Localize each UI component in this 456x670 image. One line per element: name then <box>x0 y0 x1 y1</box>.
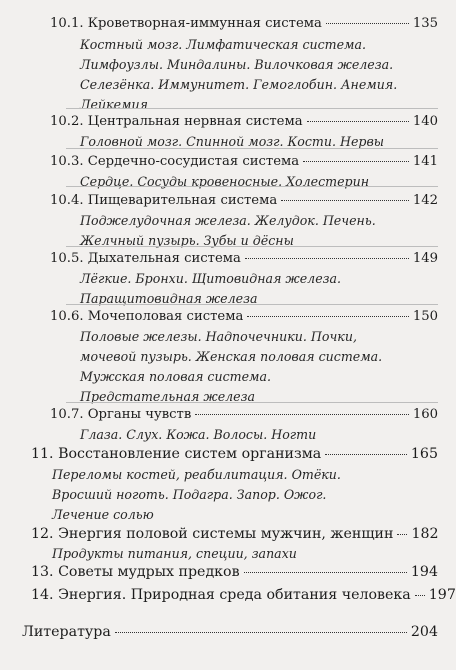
toc-subtopics: Переломы костей, реабилитация. Отёки. <box>52 467 341 482</box>
toc-entry-page: 194 <box>410 564 438 580</box>
leader-dots <box>415 595 425 596</box>
toc-subtopics: Паращитовидная железа <box>80 291 258 306</box>
toc-subtopics: Селезёнка. Иммунитет. Гемоглобин. Анемия. <box>80 77 398 92</box>
toc-entry <box>50 193 438 209</box>
toc-entry-page: 182 <box>411 526 439 542</box>
toc-entry-page: 135 <box>412 16 438 31</box>
toc-entry <box>50 16 438 32</box>
toc-entry-title: 14. Энергия. Природная среда обитания человека <box>31 587 411 603</box>
toc-subtopics: Лёгкие. Бронхи. Щитовидная железа. <box>80 271 342 286</box>
toc-entry-title: 10.6. Мочеполовая система <box>50 309 244 324</box>
leader-dots <box>281 200 409 201</box>
toc-entry <box>31 526 438 542</box>
toc-entry-page: 141 <box>412 154 438 169</box>
divider <box>66 186 438 187</box>
toc-entry <box>31 587 456 603</box>
toc-subtopics: Сердце. Сосуды кровеносные. Холестерин <box>80 174 370 189</box>
toc-entry-page: 140 <box>412 114 438 129</box>
toc-entry-page: 160 <box>412 407 438 422</box>
toc-entry-title: 10.3. Сердечно-сосудистая система <box>50 154 300 169</box>
toc-entry-title: 12. Энергия половой системы мужчин, женщин <box>31 526 394 542</box>
toc-entry <box>50 251 438 267</box>
toc-entry <box>50 309 438 325</box>
leader-dots <box>326 23 409 24</box>
toc-entry <box>50 114 438 130</box>
toc-subtopics: Лечение солью <box>52 507 154 522</box>
leader-dots <box>247 316 408 317</box>
divider <box>66 108 438 109</box>
leader-dots <box>244 572 407 573</box>
toc-entry-page: 149 <box>412 251 438 266</box>
divider <box>66 402 438 403</box>
leader-dots <box>325 454 407 455</box>
divider <box>66 304 438 305</box>
toc-entry-title: 10.2. Центральная нервная система <box>50 114 303 129</box>
toc-subtopics: Мужская половая система. <box>80 369 271 384</box>
toc-subtopics: мочевой пузырь. Женская половая система. <box>80 349 383 364</box>
toc-entry-title: 10.4. Пищеварительная система <box>50 193 278 208</box>
toc-entry <box>50 407 438 423</box>
toc-entry-page: 150 <box>412 309 438 324</box>
toc-entry-page: 197 <box>428 587 456 603</box>
toc-subtopics: Предстательная железа <box>80 389 256 404</box>
toc-entry-page: 165 <box>410 446 438 462</box>
toc-entry <box>31 446 438 462</box>
toc-subtopics: Глаза. Слух. Кожа. Волосы. Ногти <box>80 427 317 442</box>
toc-subtopics: Лейкемия <box>80 97 148 112</box>
toc-subtopics: Вросший ноготь. Подагра. Запор. Ожог. <box>52 487 327 502</box>
toc-entry-title: 11. Восстановление систем организма <box>31 446 322 462</box>
toc-entry-page: 142 <box>412 193 438 208</box>
leader-dots <box>115 632 407 633</box>
toc-entry <box>50 154 438 170</box>
toc-subtopics: Продукты питания, специи, запахи <box>52 546 297 561</box>
toc-entry <box>31 564 438 580</box>
toc-entry-title: 10.5. Дыхательная система <box>50 251 241 266</box>
toc-subtopics: Костный мозг. Лимфатическая система. <box>80 37 367 52</box>
toc-entry-title: Литература <box>22 624 111 640</box>
divider <box>66 246 438 247</box>
toc-entry-page: 204 <box>410 624 438 640</box>
divider <box>66 148 438 149</box>
toc-entry-title: 13. Советы мудрых предков <box>31 564 240 580</box>
toc-subtopics: Головной мозг. Спинной мозг. Кости. Нервы <box>80 134 385 149</box>
leader-dots <box>307 121 409 122</box>
toc-subtopics: Поджелудочная железа. Желудок. Печень. <box>80 213 376 228</box>
leader-dots <box>303 161 409 162</box>
toc-entry <box>22 624 438 640</box>
leader-dots <box>245 258 409 259</box>
toc-subtopics: Желчный пузырь. Зубы и дёсны <box>80 233 294 248</box>
leader-dots <box>195 414 409 415</box>
leader-dots <box>397 534 407 535</box>
toc-entry-title: 10.1. Кроветворная-иммунная система <box>50 16 322 31</box>
toc-subtopics: Лимфоузлы. Миндалины. Вилочковая железа. <box>80 57 394 72</box>
toc-entry-title: 10.7. Органы чувств <box>50 407 192 422</box>
toc-subtopics: Половые железы. Надпочечники. Почки, <box>80 329 357 344</box>
